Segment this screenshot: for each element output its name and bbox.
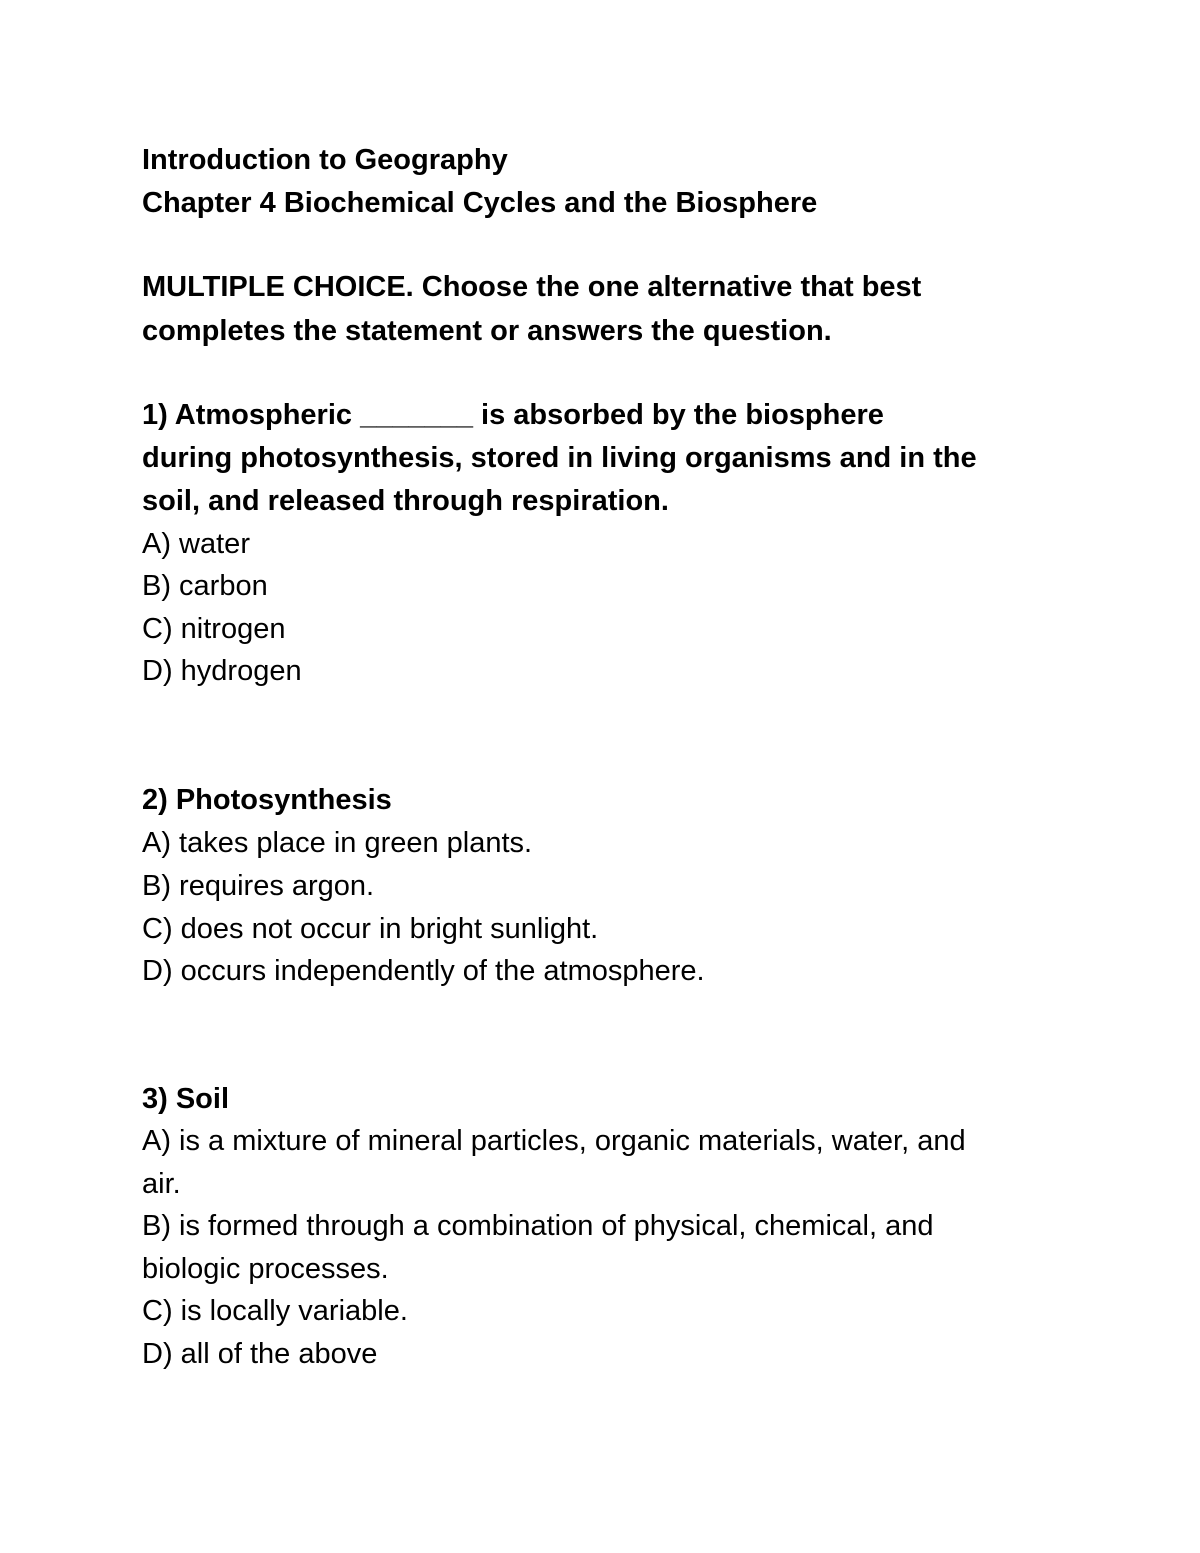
question-2-option-b: B) requires argon.	[142, 870, 375, 902]
question-3-option-a-line-2: air.	[142, 1168, 181, 1200]
question-1-option-c: C) nitrogen	[142, 613, 286, 645]
question-3-option-b-line-2: biologic processes.	[142, 1253, 389, 1285]
question-1-stem-line-3: soil, and released through respiration.	[142, 485, 669, 517]
question-3-option-c: C) is locally variable.	[142, 1295, 408, 1327]
question-1-option-a: A) water	[142, 528, 250, 560]
question-2-option-c: C) does not occur in bright sunlight.	[142, 913, 599, 945]
question-3-option-b-line-1: B) is formed through a combination of physical, chemical, and	[142, 1210, 934, 1242]
question-2-option-a: A) takes place in green plants.	[142, 827, 533, 859]
question-1-option-d: D) hydrogen	[142, 655, 302, 687]
question-1-stem-line-1: 1) Atmospheric _______ is absorbed by the biosphere	[142, 399, 884, 431]
question-1-stem-line-2: during photosynthesis, stored in living organisms and in the	[142, 442, 977, 474]
chapter-title: Chapter 4 Biochemical Cycles and the Biosphere	[142, 187, 818, 219]
question-2-option-d: D) occurs independently of the atmosphere.	[142, 955, 705, 987]
instructions-line-1: MULTIPLE CHOICE. Choose the one alternative that best	[142, 271, 922, 303]
question-3-option-a-line-1: A) is a mixture of mineral particles, organic materials, water, and	[142, 1125, 966, 1157]
question-3-option-d: D) all of the above	[142, 1338, 378, 1370]
question-3-stem: 3) Soil	[142, 1083, 230, 1115]
course-title: Introduction to Geography	[142, 144, 508, 176]
instructions-line-2: completes the statement or answers the question.	[142, 315, 832, 347]
question-1-option-b: B) carbon	[142, 570, 268, 602]
question-2-stem: 2) Photosynthesis	[142, 784, 392, 816]
